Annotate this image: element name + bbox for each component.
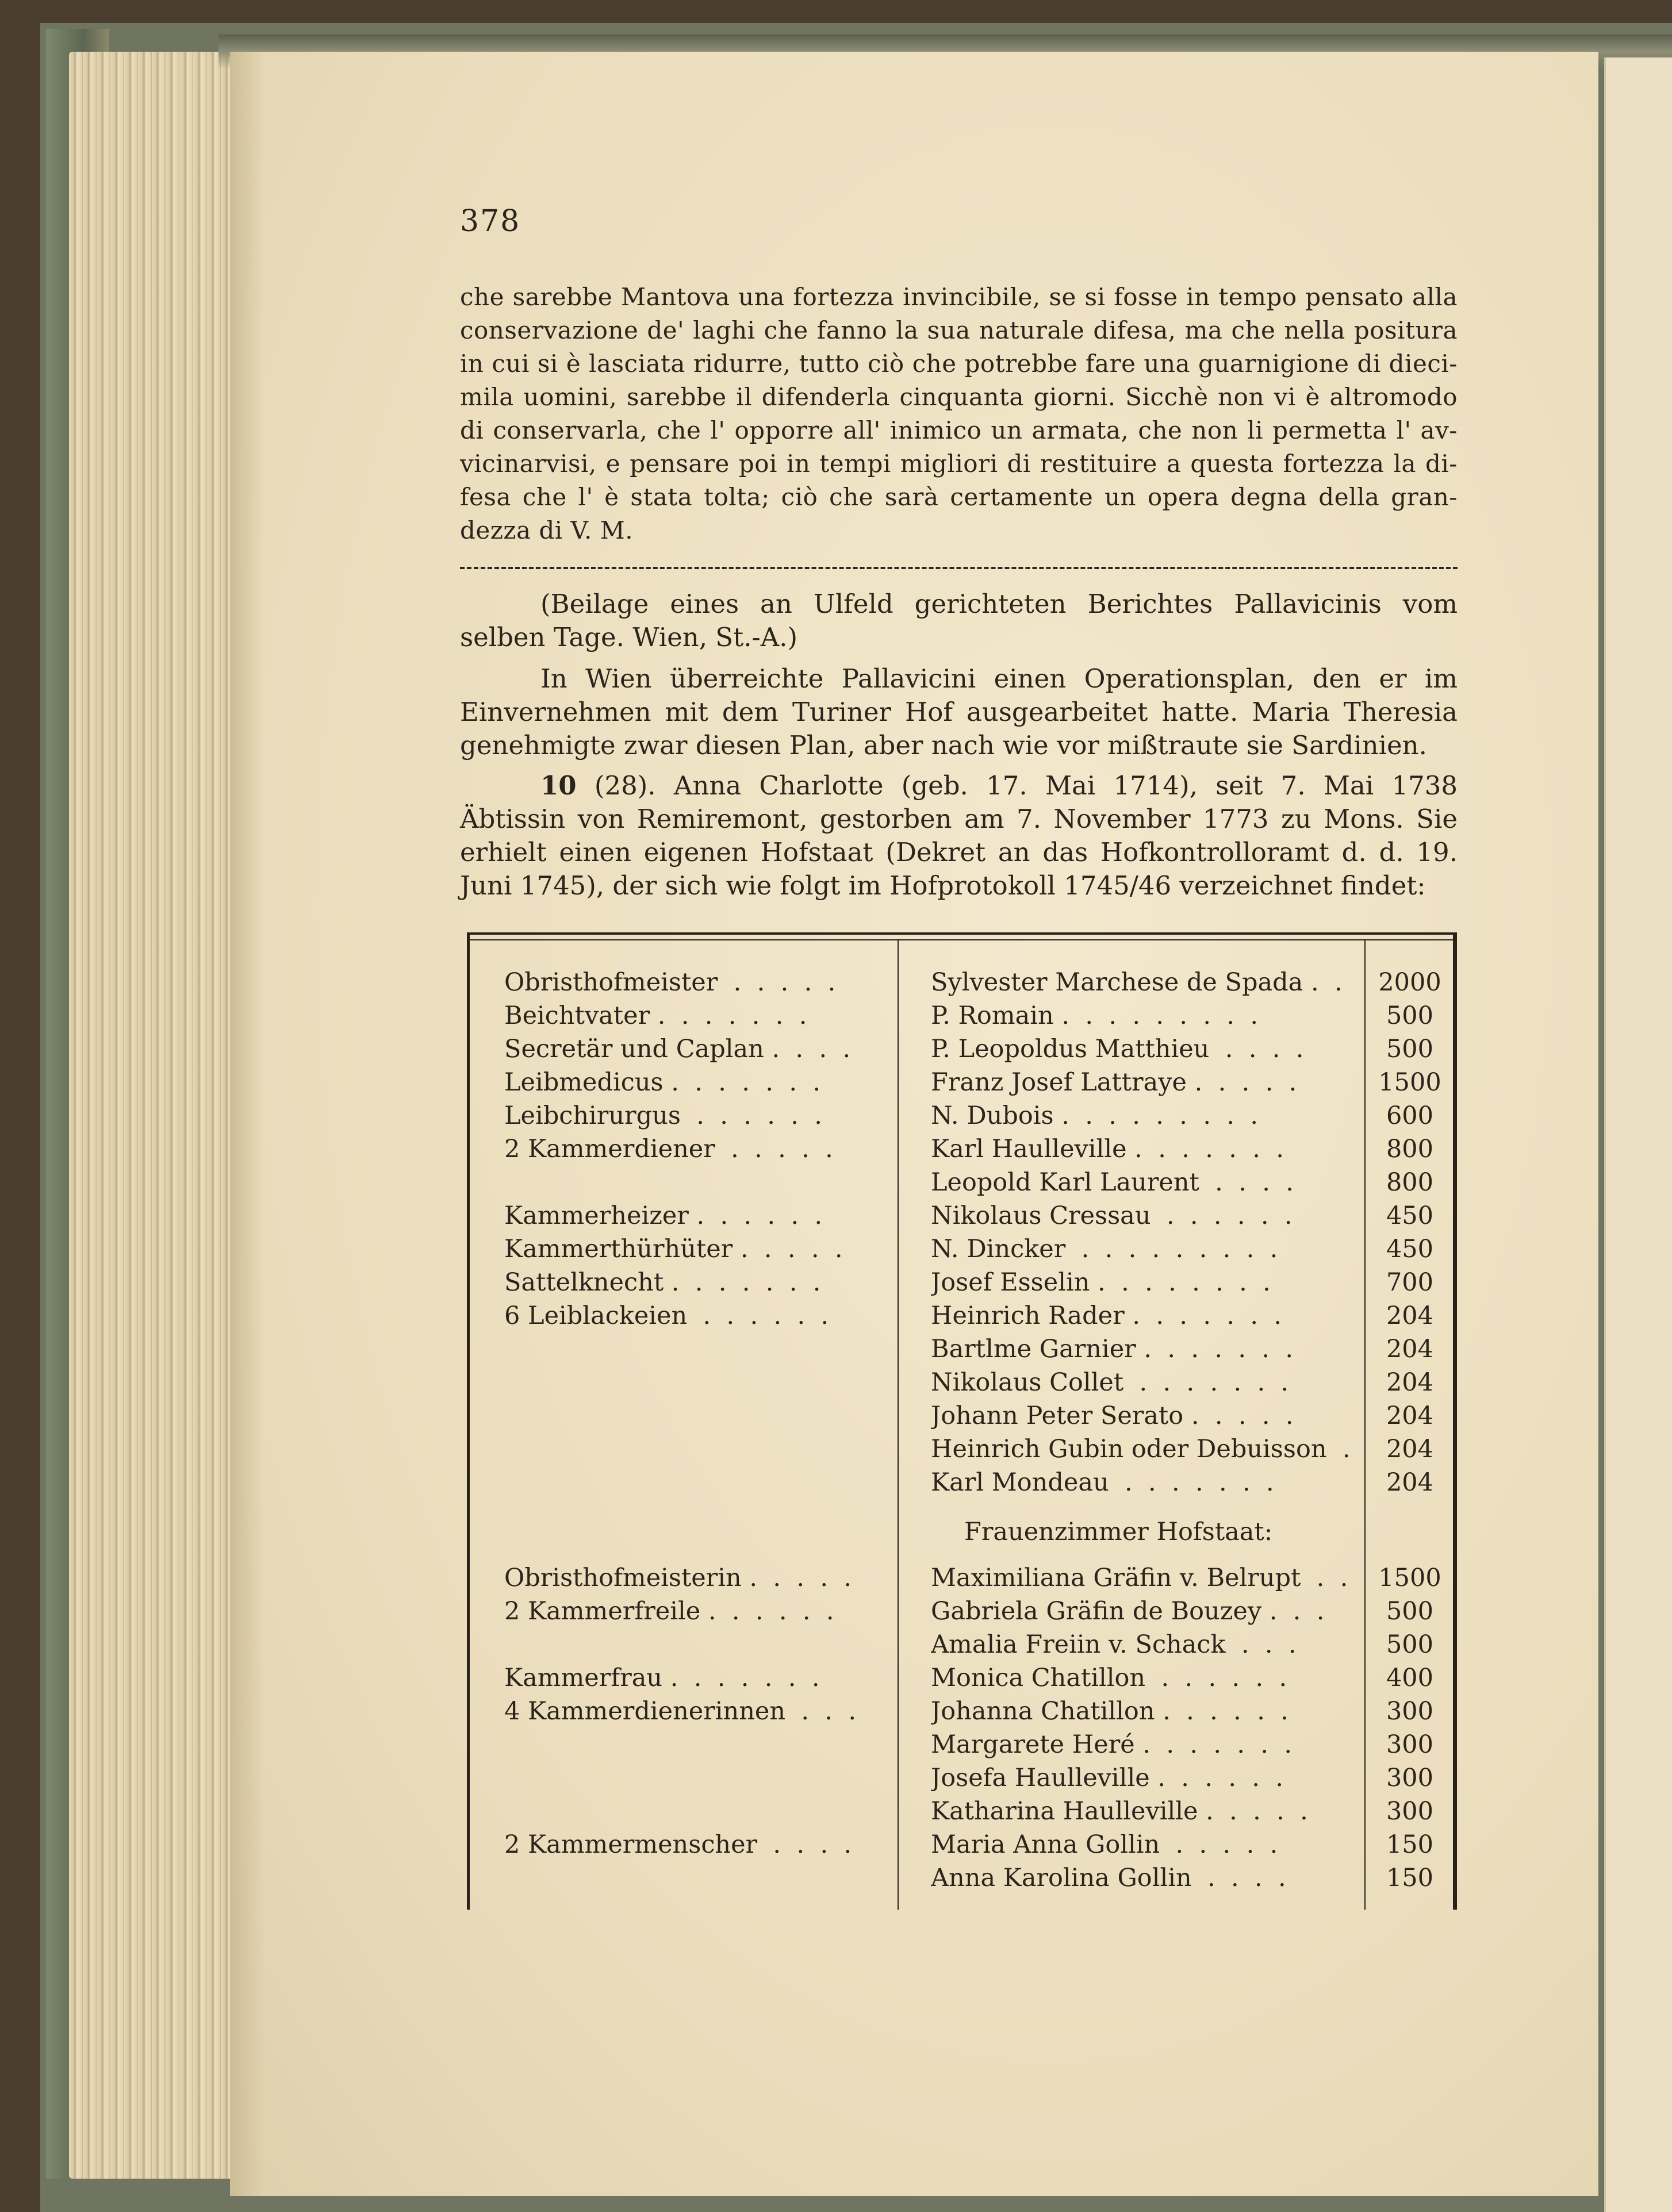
name-cell: N. Dubois . . . . . . . . . [931,1101,1258,1130]
table-row [470,1697,1460,1730]
italian-line: dezza di V. M. [460,516,634,544]
salary-cell: 300 [1386,1697,1434,1726]
salary-cell: 204 [1386,1335,1434,1364]
office-cell: Leibmedicus . . . . . . . [504,1068,820,1097]
wien-text: In Wien überreichte Pallavicini einen Operationsplan, den er im Einvernehmen mit dem Turiner Hof ausgearbeitet hatte. Maria Theresia genehmigte zwar diesen Plan, aber nach wie vor mißtraute sie Sardinien. [460,663,1458,761]
name-cell: Leopold Karl Laurent . . . . [931,1168,1294,1197]
table-row [470,1630,1460,1664]
italian-line: conservazione de' laghi che fanno la sua naturale difesa, ma che nella positura [460,316,1458,344]
name-cell: P. Leopoldus Matthieu . . . . [931,1035,1304,1063]
salary-cell: 204 [1386,1401,1434,1430]
italian-line: fesa che l' è stata tolta; ciò che sarà certamente un opera degna della gran- [460,483,1458,511]
note-text: (28). Anna Charlotte (geb. 17. Mai 1714), seit 7. Mai 1738 Äbtissin von Remiremont, gestorben am 7. November 1773 zu Mons. Sie erhielt einen eigenen Hofstaat (Dekret an das Hofkontrolloramt d. d. 19. Juni 1745), der sich wie folgt im Hofprotokoll 1745/46 verzeichnet findet: [460,770,1458,901]
name-cell: Nikolaus Cressau . . . . . . [931,1201,1293,1230]
office-cell: Obristhofmeisterin . . . . . [504,1564,852,1592]
salary-cell: 1500 [1378,1564,1441,1592]
table-row [470,968,1460,1001]
office-cell: 4 Kammerdienerinnen . . . [504,1697,857,1726]
salary-cell: 204 [1386,1468,1434,1497]
table-row [470,1597,1460,1630]
salary-cell: 800 [1386,1135,1434,1163]
office-cell: 6 Leiblackeien . . . . . . [504,1301,829,1330]
beilage-paragraph [460,587,1458,654]
name-cell: Maximiliana Gräfin v. Belrupt . . [931,1564,1348,1592]
office-cell: Kammerfrau . . . . . . . [504,1664,820,1692]
table-row [470,1201,1460,1235]
salary-cell: 600 [1386,1101,1434,1130]
table-row [470,1335,1460,1368]
salary-cell: 800 [1386,1168,1434,1197]
table-row [470,1135,1460,1168]
name-cell: Katharina Haulleville . . . . . [931,1797,1308,1826]
name-cell: Bartlme Garnier . . . . . . . [931,1335,1294,1364]
name-cell: Johann Peter Serato . . . . . [931,1401,1294,1430]
office-cell: Kammerthürhüter . . . . . [504,1235,843,1264]
name-cell: Monica Chatillon . . . . . . [931,1664,1287,1692]
salary-cell: 204 [1386,1368,1434,1397]
table-row [470,1564,1460,1597]
table-row [470,1035,1460,1068]
office-cell: Sattelknecht . . . . . . . [504,1268,821,1297]
note-number: 10 [540,770,577,801]
table-row [470,1764,1460,1797]
page-number: 378 [460,204,521,239]
table-row [470,1368,1460,1401]
salary-cell: 204 [1386,1435,1434,1464]
salary-cell: 450 [1386,1201,1434,1230]
salary-cell: 204 [1386,1301,1434,1330]
name-cell: Johanna Chatillon . . . . . . [931,1697,1288,1726]
office-cell: Obristhofmeister . . . . . [504,968,836,997]
name-cell: P. Romain . . . . . . . . . [931,1001,1259,1030]
name-cell: Karl Haulleville . . . . . . . [931,1135,1284,1163]
table-row [470,1664,1460,1697]
name-cell: Sylvester Marchese de Spada . . [931,968,1343,997]
office-cell: 2 Kammerfreile . . . . . . [504,1597,834,1626]
table-row [470,1730,1460,1764]
name-cell: N. Dincker . . . . . . . . . [931,1235,1278,1264]
salary-cell: 500 [1386,1597,1434,1626]
name-cell: Nikolaus Collet . . . . . . . [931,1368,1289,1397]
name-cell: Maria Anna Gollin . . . . . [931,1830,1278,1859]
note-paragraph [460,769,1458,903]
table-row [470,1068,1460,1101]
salary-cell: 500 [1386,1035,1434,1063]
italian-line: in cui si è lasciata ridurre, tutto ciò che potrebbe fare una guarnigione di dieci- [460,350,1458,378]
name-cell: Karl Mondeau . . . . . . . [931,1468,1274,1497]
salary-cell: 400 [1386,1664,1434,1692]
table-row [470,1235,1460,1268]
name-cell: Margarete Heré . . . . . . . [931,1730,1293,1759]
office-cell: Kammerheizer . . . . . . [504,1201,823,1230]
italian-paragraph [460,281,1458,547]
salary-cell: 1500 [1378,1068,1441,1097]
office-cell: 2 Kammermenscher . . . . [504,1830,852,1859]
name-cell: Josef Esselin . . . . . . . . [931,1268,1271,1297]
name-cell: Heinrich Rader . . . . . . . [931,1301,1282,1330]
italian-line: di conservarla, che l' opporre all' inimico un armata, che non li permetta l' av- [460,416,1458,444]
hofstaat-table [467,932,1457,1910]
table-row [470,1468,1460,1501]
name-cell: Franz Josef Lattraye . . . . . [931,1068,1297,1097]
beilage-text: (Beilage eines an Ulfeld gerichteten Berichtes Pallavicinis vom selben Tage. Wien, St.-A.) [460,589,1458,652]
salary-cell: 300 [1386,1797,1434,1826]
salary-cell: 150 [1386,1830,1434,1859]
facing-page-edge [1604,57,1672,2212]
office-cell: 2 Kammerdiener . . . . . [504,1135,833,1163]
table-top-rule [470,939,1453,940]
salary-cell: 300 [1386,1764,1434,1792]
table-row [470,1797,1460,1830]
table-row [470,1168,1460,1201]
salary-cell: 700 [1386,1268,1434,1297]
table-row [470,1401,1460,1435]
name-cell: Gabriela Gräfin de Bouzey . . . [931,1597,1325,1626]
table-row [470,1864,1460,1897]
salary-cell: 450 [1386,1235,1434,1264]
table-row [470,1830,1460,1864]
name-cell: Amalia Freiin v. Schack . . . [931,1630,1297,1659]
section-heading: Frauenzimmer Hofstaat: [964,1518,1273,1546]
italian-line: mila uomini, sarebbe il difenderla cinquanta giorni. Sicchè non vi è altromodo [460,383,1458,411]
office-cell: Leibchirurgus . . . . . . [504,1101,822,1130]
salary-cell: 150 [1386,1864,1434,1892]
table-row [470,1435,1460,1468]
table-row [470,1001,1460,1035]
name-cell: Heinrich Gubin oder Debuisson . [931,1435,1351,1464]
office-cell: Beichtvater . . . . . . . [504,1001,807,1030]
salary-cell: 500 [1386,1630,1434,1659]
salary-cell: 300 [1386,1730,1434,1759]
name-cell: Josefa Haulleville . . . . . . [931,1764,1284,1792]
table-row [470,1301,1460,1335]
italian-line: vicinarvisi, e pensare poi in tempi migliori di restituire a questa fortezza la di- [460,450,1458,478]
salary-cell: 500 [1386,1001,1434,1030]
italian-line: che sarebbe Mantova una fortezza invincibile, se si fosse in tempo pensato alla [460,283,1458,311]
wien-paragraph [460,662,1458,762]
dashed-separator [460,567,1458,569]
table-row [470,1101,1460,1135]
page-gutter [230,52,264,2196]
salary-cell: 2000 [1378,968,1441,997]
name-cell: Anna Karolina Gollin . . . . [931,1864,1286,1892]
office-cell: Secretär und Caplan . . . . [504,1035,851,1063]
table-row [470,1268,1460,1301]
